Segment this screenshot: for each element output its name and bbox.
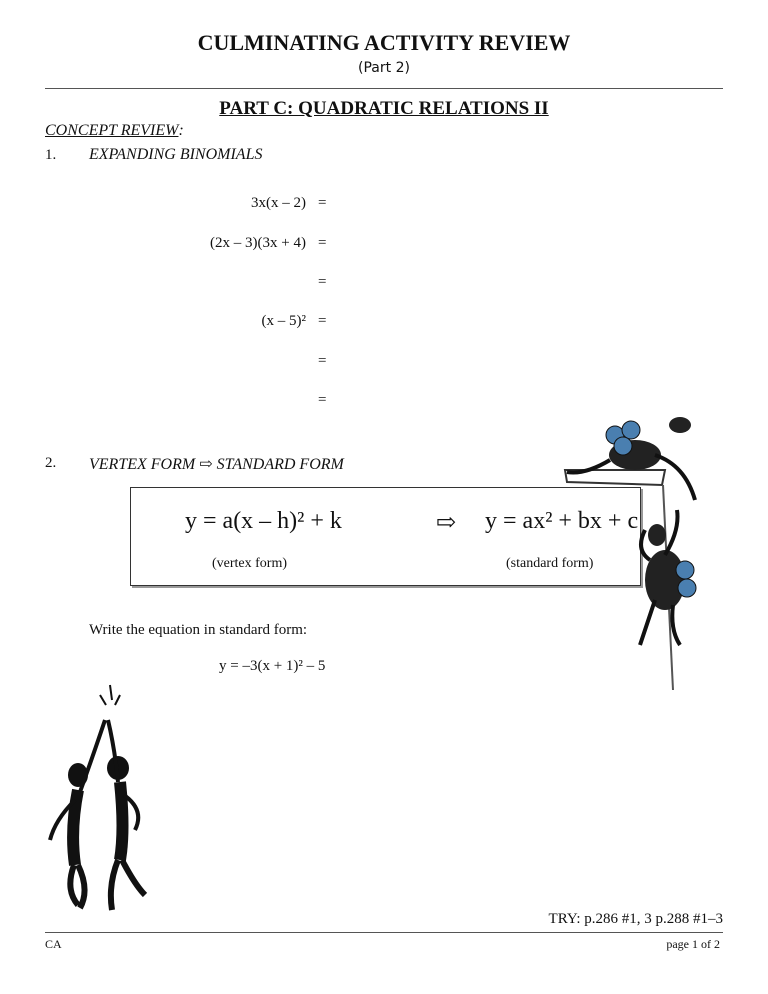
vertex-form-caption: (vertex form): [212, 556, 288, 571]
q1-heading: EXPANDING BINOMIALS: [89, 146, 263, 163]
concept-colon: :: [178, 122, 184, 139]
climbers-clipart: [555, 410, 725, 700]
vertex-form-equation: y = a(x – h)² + k: [185, 508, 342, 534]
q1-row-equals: =: [318, 195, 327, 211]
q1-row-lhs: (2x – 3)(3x + 4): [210, 235, 306, 251]
q1-row-equals: =: [318, 274, 327, 290]
q1-row-lhs: (x – 5)²: [261, 313, 306, 329]
section-title: PART C: QUADRATIC RELATIONS II: [219, 98, 549, 119]
q1-row-lhs: 3x(x – 2): [251, 195, 306, 211]
q2-number: 2.: [45, 455, 57, 471]
q1-row-equals: =: [318, 392, 327, 408]
document-title: CULMINATING ACTIVITY REVIEW: [197, 30, 571, 55]
standard-form-caption: (standard form): [506, 556, 594, 571]
document-subtitle: (Part 2): [358, 60, 410, 76]
q1-row-equals: =: [318, 313, 327, 329]
concept-review-label: [45, 122, 184, 140]
footer-initials: CA: [45, 937, 62, 951]
try-exercises: TRY: p.286 #1, 3 p.288 #1–3: [548, 911, 723, 927]
arrow-right-icon: ⇨: [436, 510, 457, 536]
q1-row-equals: =: [318, 235, 327, 251]
q2-heading: VERTEX FORM ⇨ STANDARD FORM: [89, 456, 344, 473]
q1-row-equals: =: [318, 353, 327, 369]
header-divider: [45, 88, 723, 89]
page-number: page 1 of 2: [666, 937, 720, 951]
standard-form-equation: y = ax² + bx + c: [485, 508, 639, 534]
concept-label-text: CONCEPT REVIEW: [45, 122, 179, 139]
footer-divider: [45, 932, 723, 933]
high-five-clipart: [40, 680, 170, 920]
instruction-text: Write the equation in standard form:: [89, 622, 308, 638]
problem-equation: y = –3(x + 1)² – 5: [219, 658, 326, 674]
q1-number: 1.: [45, 147, 57, 163]
